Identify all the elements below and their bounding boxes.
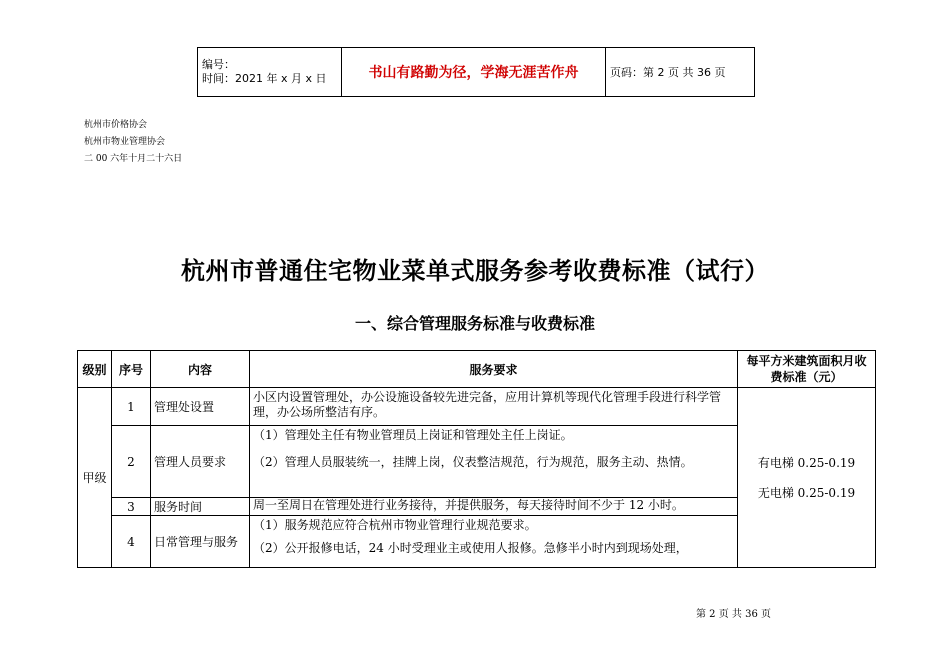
time-label: 时间：2021 年 x 月 x 日 [202, 72, 327, 85]
header-table [197, 47, 755, 97]
requirement-text: 周一至周日在管理处进行业务接待，并提供服务，每天接待时间不少于 12 小时。 [253, 498, 684, 512]
row-requirement [250, 388, 738, 426]
fee-cell [738, 388, 876, 568]
fee-elevator: 有电梯 0.25-0.19 [757, 455, 856, 470]
header-requirement: 服务要求 [250, 351, 738, 388]
page-label: 页码：第 2 页 共 36 页 [606, 48, 755, 97]
row-no: 1 [112, 388, 151, 426]
org-property-association: 杭州市物业管理协会 [84, 137, 166, 147]
requirement-text: （2）公开报修电话，24 小时受理业主或使用人报修。急修半小时内到现场处理， [253, 541, 688, 555]
requirement-text: （1）服务规范应符合杭州市物业管理行业规范要求。 [253, 518, 537, 532]
org-price-association: 杭州市价格协会 [84, 120, 148, 130]
row-no: 2 [112, 426, 151, 498]
row-no: 4 [112, 516, 151, 568]
row-no: 3 [112, 498, 151, 516]
row-requirement [250, 516, 738, 568]
row-requirement [250, 498, 738, 516]
header-level: 级别 [78, 351, 112, 388]
document-title: 杭州市普通住宅物业菜单式服务参考收费标准（试行） [181, 257, 769, 285]
issue-date: 二 00 六年十月二十六日 [84, 154, 183, 164]
header-info-cell [198, 48, 342, 97]
header-content: 内容 [151, 351, 250, 388]
table-header-row [78, 351, 876, 388]
row-content: 日常管理与服务 [151, 516, 250, 568]
header-fee: 每平方米建筑面积月收费标准（元） [738, 351, 876, 388]
requirement-text: 小区内设置管理处，办公设施设备较先进完备，应用计算机等现代化管理手段进行科学管理，办公场所整洁有序。 [253, 390, 722, 419]
code-label: 编号： [202, 58, 235, 71]
requirement-text: （1）管理处主任有物业管理员上岗证和管理处主任上岗证。 [253, 428, 573, 442]
row-requirement [250, 426, 738, 498]
fee-no-elevator: 无电梯 0.25-0.19 [757, 485, 856, 500]
page-footer: 第 2 页 共 36 页 [696, 609, 771, 620]
requirement-text: （2）管理人员服装统一，挂牌上岗，仪表整洁规范，行为规范，服务主动、热情。 [253, 455, 693, 469]
table-row [78, 388, 876, 426]
motto: 书山有路勤为径，学海无涯苦作舟 [342, 48, 606, 97]
row-content: 管理人员要求 [151, 426, 250, 498]
row-content: 管理处设置 [151, 388, 250, 426]
header-no: 序号 [112, 351, 151, 388]
fee-standard-table [77, 350, 876, 568]
level-cell: 甲级 [78, 388, 112, 568]
row-content: 服务时间 [151, 498, 250, 516]
section-title: 一、综合管理服务标准与收费标准 [354, 314, 595, 333]
